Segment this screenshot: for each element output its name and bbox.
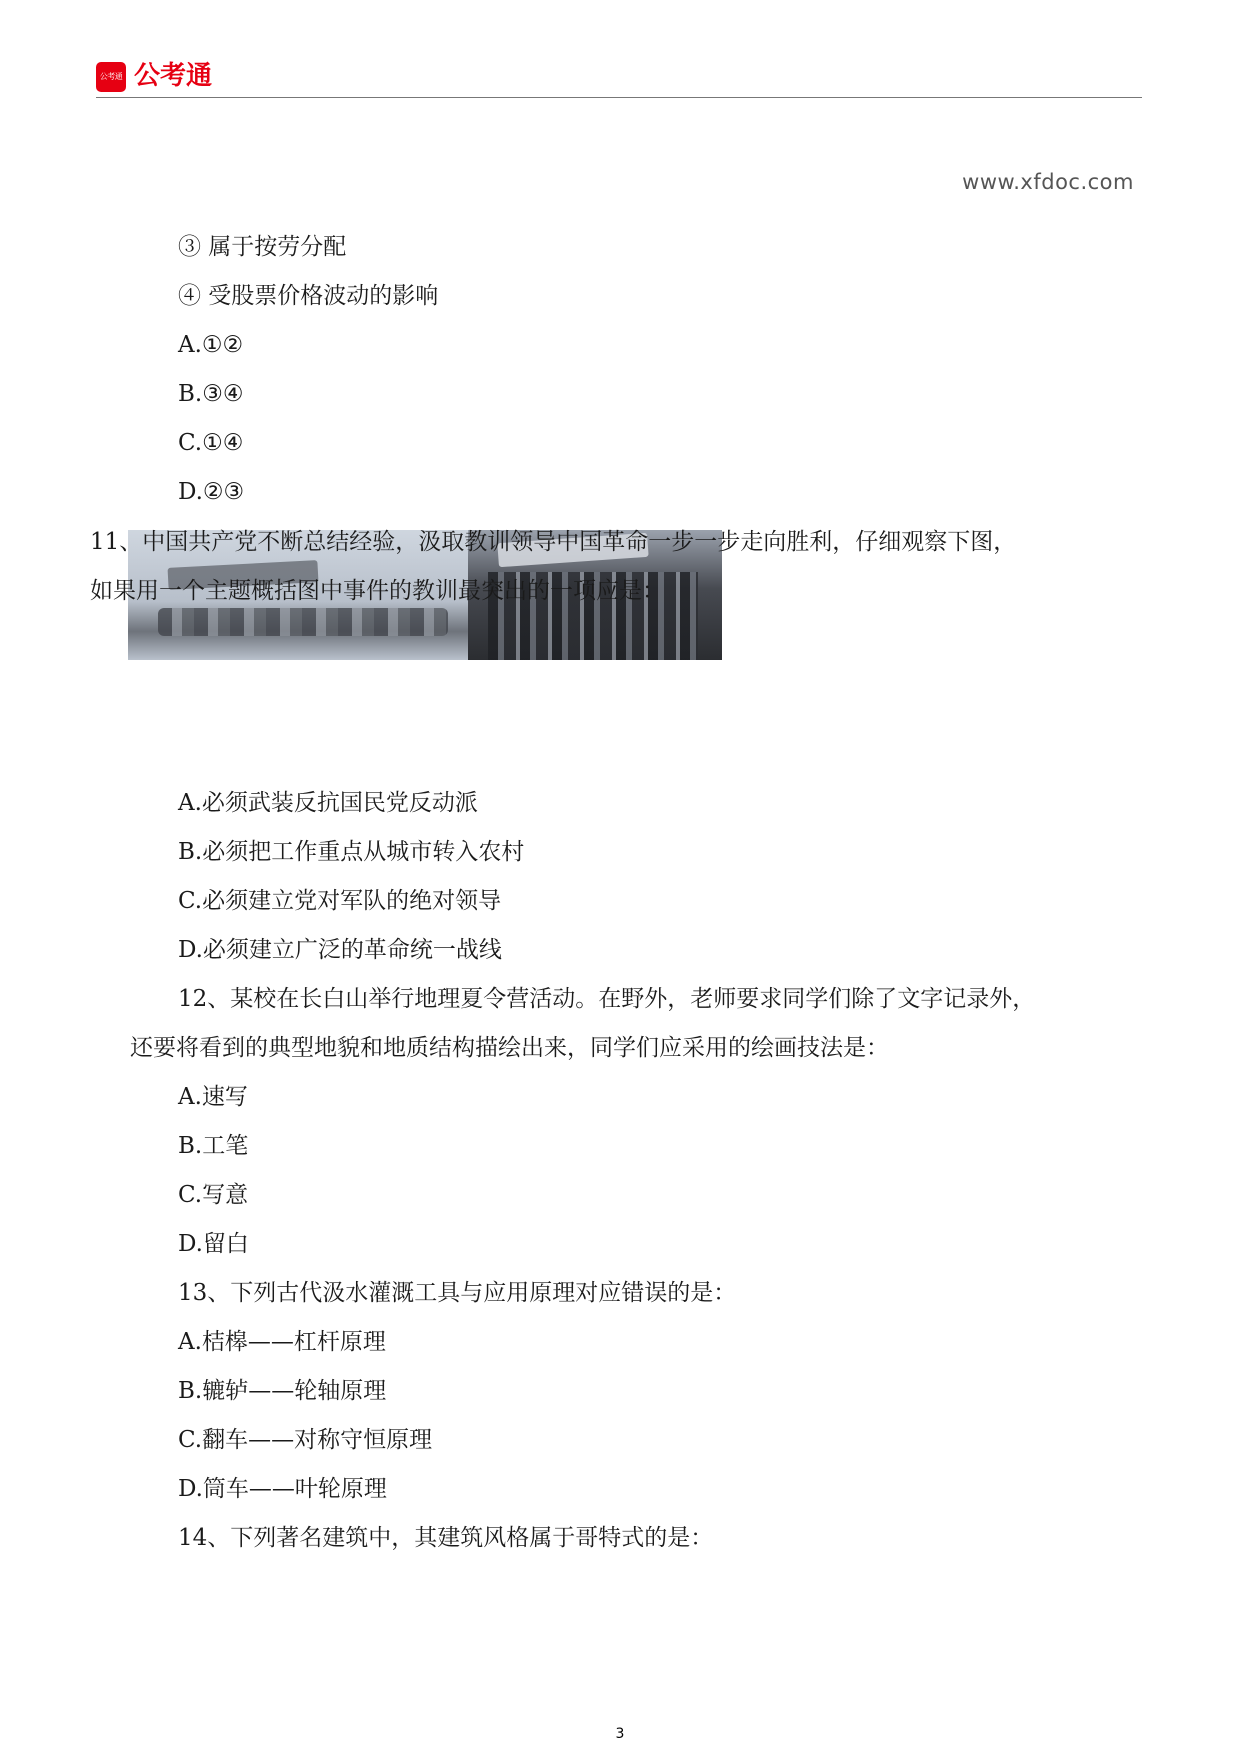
question-14-text: 14、下列著名建筑中，其建筑风格属于哥特式的是： bbox=[178, 1525, 714, 1551]
question-12-text: 12、某校在长白山举行地理夏令营活动。在野外，老师要求同学们除了文字记录外， bbox=[178, 986, 1036, 1012]
photo-crowd-shape bbox=[158, 608, 448, 636]
answer-option: A.速写 bbox=[178, 1084, 248, 1110]
question-11-text: 11、中国共产党不断总结经验，汲取教训领导中国革命一步一步走向胜利，仔细观察下图， bbox=[90, 529, 1017, 555]
answer-option: D.②③ bbox=[178, 479, 245, 505]
answer-option: D.筒车——叶轮原理 bbox=[178, 1476, 387, 1502]
answer-option: A.①② bbox=[178, 332, 244, 358]
answer-option: A.桔槔——杠杆原理 bbox=[178, 1329, 386, 1355]
question-12-text-cont: 还要将看到的典型地貌和地质结构描绘出来，同学们应采用的绘画技法是： bbox=[130, 1035, 889, 1061]
brand-logo-icon: 公考通 bbox=[96, 62, 126, 92]
answer-option: B.③④ bbox=[178, 381, 244, 407]
statement-item: ④ 受股票价格波动的影响 bbox=[178, 283, 439, 309]
site-url: www.xfdoc.com bbox=[962, 170, 1134, 194]
question-11-text-cont: 如果用一个主题概括图中事件的教训最突出的一项应是： bbox=[90, 578, 665, 604]
brand-name: 公考通 bbox=[134, 61, 213, 91]
answer-option: C.翻车——对称守恒原理 bbox=[178, 1427, 433, 1453]
answer-option: D.留白 bbox=[178, 1231, 249, 1257]
header-divider bbox=[96, 97, 1142, 98]
question-13-text: 13、下列古代汲水灌溉工具与应用原理对应错误的是： bbox=[178, 1280, 737, 1306]
answer-option: D.必须建立广泛的革命统一战线 bbox=[178, 937, 502, 963]
answer-option: A.必须武装反抗国民党反动派 bbox=[178, 790, 478, 816]
answer-option: B.必须把工作重点从城市转入农村 bbox=[178, 839, 525, 865]
answer-option: B.工笔 bbox=[178, 1133, 249, 1159]
answer-option: C.写意 bbox=[178, 1182, 249, 1208]
answer-option: C.必须建立党对军队的绝对领导 bbox=[178, 888, 502, 914]
statement-item: ③ 属于按劳分配 bbox=[178, 234, 347, 260]
answer-option: B.辘轳——轮轴原理 bbox=[178, 1378, 387, 1404]
page-number: 3 bbox=[615, 1726, 625, 1742]
page-header bbox=[96, 58, 1142, 98]
answer-option: C.①④ bbox=[178, 430, 244, 456]
